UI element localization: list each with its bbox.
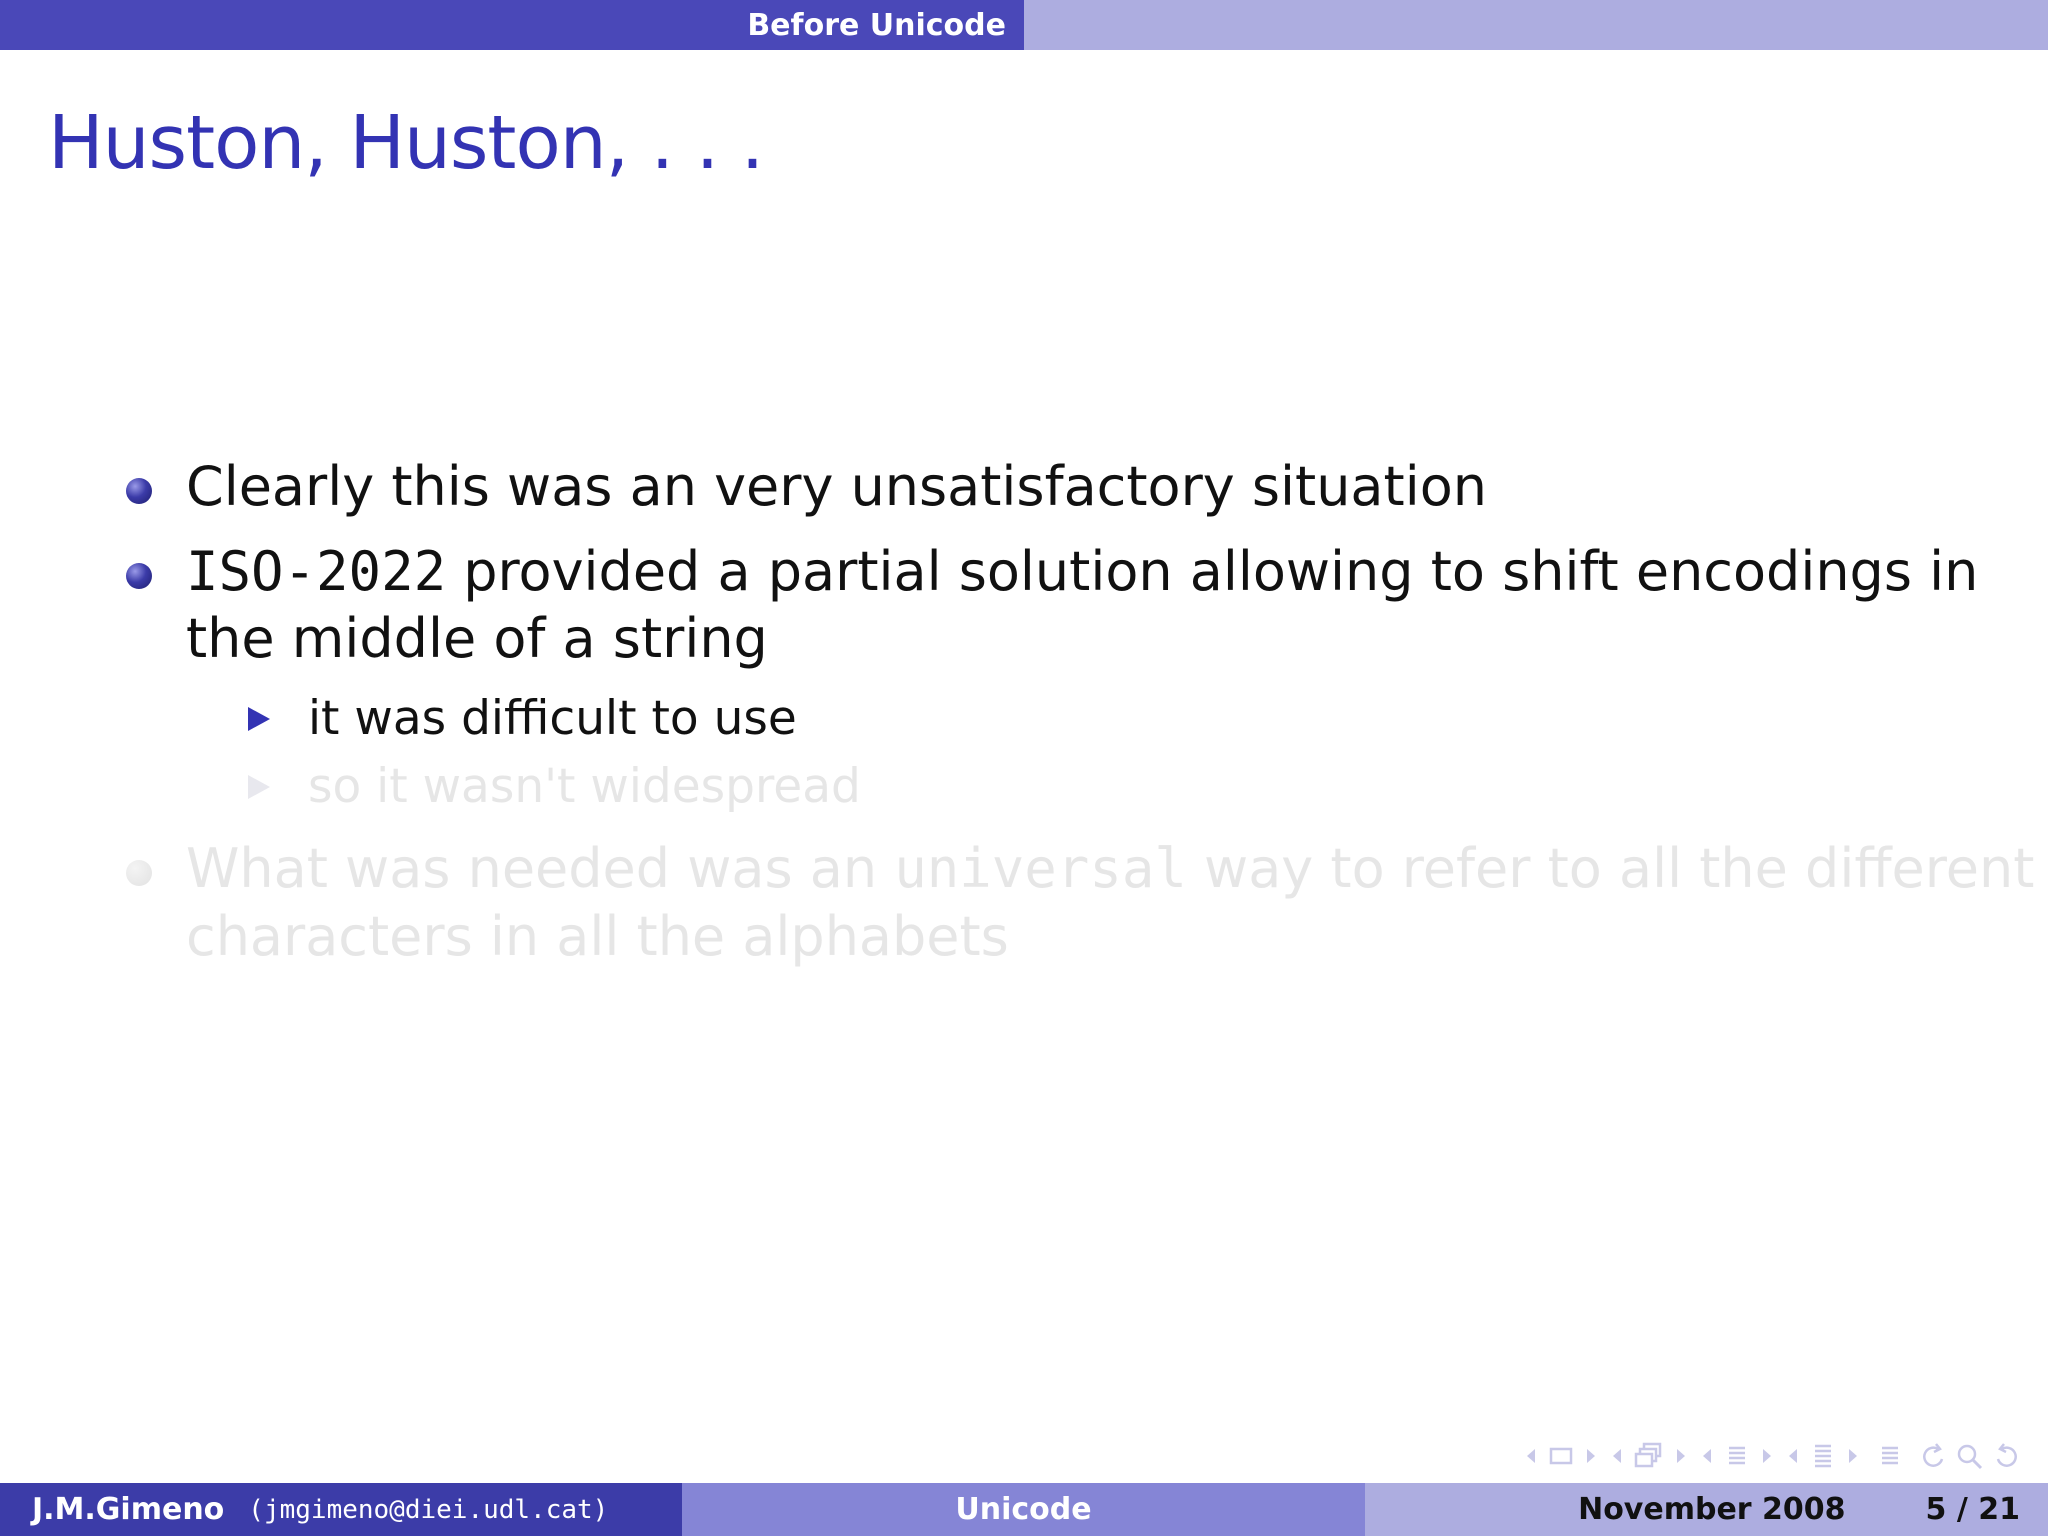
sub-list-item (308, 757, 861, 817)
list-item-continuation (186, 903, 1009, 971)
footer-date-box (1365, 1483, 2048, 1536)
right-arrow-icon[interactable] (1842, 1441, 1864, 1471)
frame-title: Huston, Huston, . . . (48, 100, 764, 186)
sub-list-item-text: it was difficult to use (308, 691, 797, 746)
right-arrow-icon[interactable] (1756, 1441, 1778, 1471)
list-item-text: Clearly this was an very unsatisfactory situation (186, 455, 1487, 518)
list-item-text: way to refer to all the different (1186, 837, 2035, 900)
footer-page-number: 5 / 21 (1925, 1492, 2020, 1527)
footer-bar (0, 1483, 2048, 1536)
subsection-icon[interactable] (1632, 1441, 1666, 1471)
triangle-bullet-icon (248, 707, 270, 731)
back-icon[interactable] (1916, 1441, 1950, 1471)
appendix-icon[interactable] (1868, 1441, 1912, 1471)
footer-author: J.M.Gimeno (32, 1492, 225, 1527)
bullet-ball-icon (126, 478, 152, 504)
section-icon[interactable] (1722, 1441, 1752, 1471)
triangle-bullet-icon (248, 775, 270, 799)
forward-icon[interactable] (1990, 1441, 2024, 1471)
list-item-text: characters in all the alphabets (186, 905, 1009, 968)
sub-list-item-text: so it wasn't widespread (308, 759, 861, 814)
footer-author-box (0, 1483, 682, 1536)
bullet-ball-icon (126, 563, 152, 589)
left-arrow-icon[interactable] (1782, 1441, 1804, 1471)
list-item (186, 453, 1487, 521)
footer-title: Unicode (955, 1492, 1092, 1527)
section-icon[interactable] (1808, 1441, 1838, 1471)
left-arrow-icon[interactable] (1520, 1441, 1542, 1471)
right-arrow-icon[interactable] (1670, 1441, 1692, 1471)
search-icon[interactable] (1954, 1441, 1986, 1471)
footer-title-box (682, 1483, 1365, 1536)
list-item-continuation (186, 605, 768, 673)
footer-email: (jmgimeno@diei.udl.cat) (248, 1494, 609, 1525)
list-item-text: the middle of a string (186, 607, 768, 670)
list-item (186, 835, 2034, 903)
list-item (186, 538, 1978, 606)
left-arrow-icon[interactable] (1606, 1441, 1628, 1471)
right-arrow-icon[interactable] (1580, 1441, 1602, 1471)
left-arrow-icon[interactable] (1696, 1441, 1718, 1471)
bullet-ball-icon (126, 860, 152, 886)
code-term: universal (894, 837, 1187, 900)
code-term: ISO-2022 (186, 540, 447, 603)
sub-list-item (308, 689, 797, 749)
header-section-label: Before Unicode (747, 7, 1006, 43)
footer-date: November 2008 (1578, 1492, 1846, 1527)
frame-icon[interactable] (1546, 1441, 1576, 1471)
navigation-bar (1520, 1438, 2024, 1474)
list-item-text: What was needed was an (186, 837, 895, 900)
list-item-text: provided a partial solution allowing to shift encodings in (446, 540, 1979, 603)
